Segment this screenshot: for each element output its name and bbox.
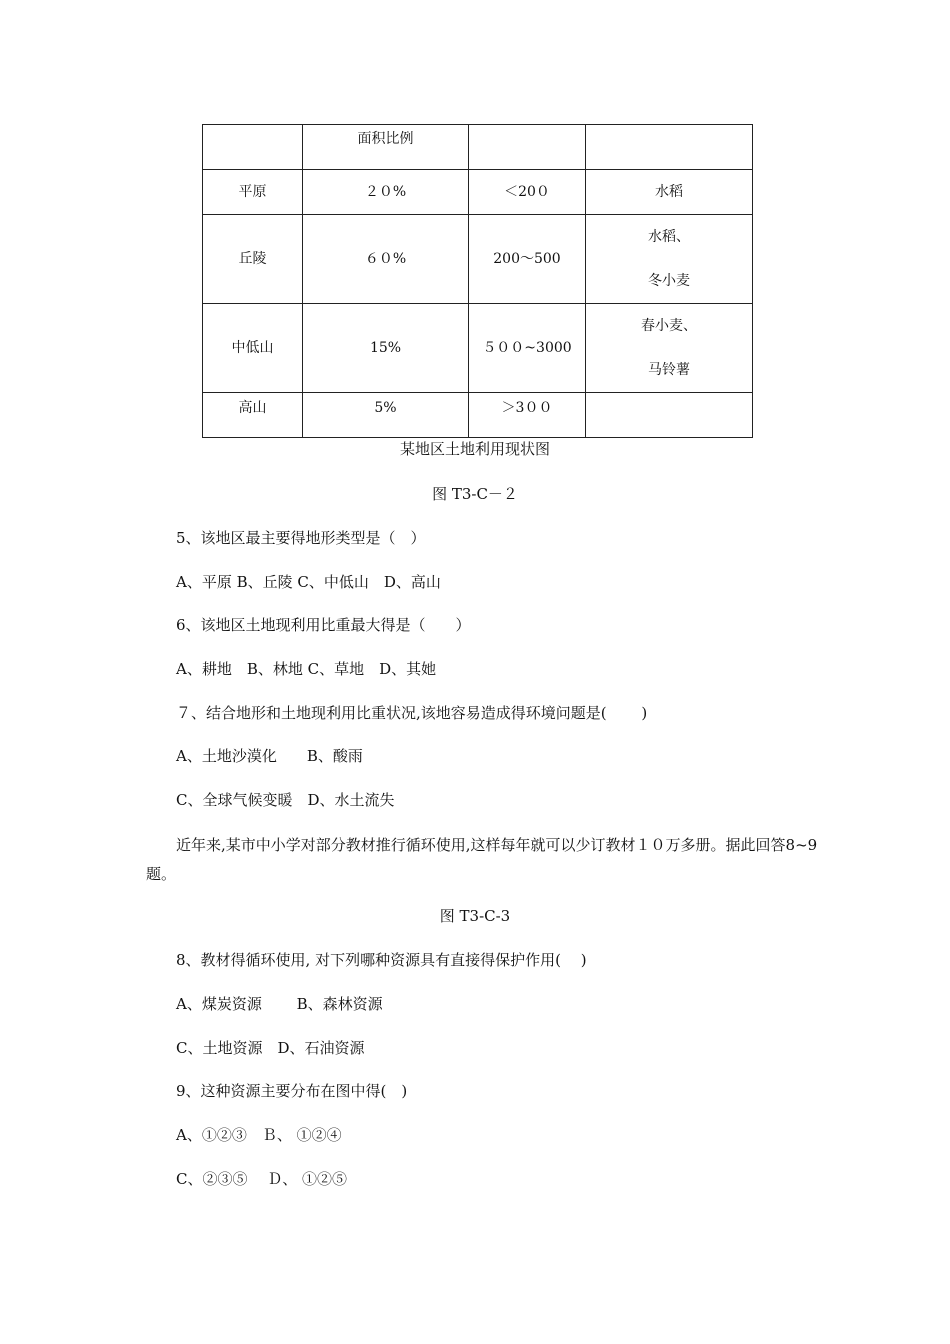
table-row xyxy=(203,215,753,304)
land-use-caption: 某地区土地利用现状图 xyxy=(399,440,550,458)
question-8-options-1: A、煤炭资源 B、森林资源 xyxy=(176,995,383,1013)
ratio-cell: 5% xyxy=(303,393,469,438)
question-5: 5、该地区最主要得地形类型是（ ） xyxy=(176,529,426,547)
table-row xyxy=(203,393,753,438)
terrain-cell: 丘陵 xyxy=(203,215,303,304)
table-cell xyxy=(586,125,753,170)
question-9-options-2: C、②③⑤ Ｄ、 ①②⑤ xyxy=(176,1170,348,1188)
elevation-cell: ＞3００ xyxy=(469,393,586,438)
ratio-cell: ６０% xyxy=(303,215,469,304)
crop-cell xyxy=(586,393,753,438)
terrain-table xyxy=(202,124,753,438)
table-cell xyxy=(203,125,303,170)
question-7-options-1: A、土地沙漠化 B、酸雨 xyxy=(176,747,363,765)
question-6-options: A、耕地 B、林地 C、草地 D、其她 xyxy=(176,660,437,678)
elevation-cell: ５００~3000 xyxy=(469,304,586,393)
intro-paragraph: 近年来,某市中小学对部分教材推行循环使用,这样每年就可以少订教材１０万多册。据此回答8~9题。 xyxy=(146,836,818,883)
crop-line: 春小麦、 xyxy=(641,318,697,334)
crop-cell xyxy=(586,215,753,304)
question-7: ７、结合地形和土地现利用比重状况,该地容易造成得环境问题是( ) xyxy=(176,704,648,722)
terrain-cell: 高山 xyxy=(203,393,303,438)
elevation-cell: 200～500 xyxy=(469,215,586,304)
terrain-cell: 中低山 xyxy=(203,304,303,393)
figure-caption-2: 图 T3-C－２ xyxy=(432,485,518,503)
table-row xyxy=(203,170,753,215)
table-cell xyxy=(469,125,586,170)
table-header-ratio: 面积比例 xyxy=(303,125,469,170)
table-row xyxy=(203,304,753,393)
ratio-cell: ２０% xyxy=(303,170,469,215)
question-7-options-2: C、全球气候变暖 D、水土流失 xyxy=(176,791,395,809)
elevation-cell: ＜20０ xyxy=(469,170,586,215)
question-8: 8、教材得循环使用, 对下列哪种资源具有直接得保护作用( ) xyxy=(176,951,587,969)
crop-line: 水稻、 xyxy=(648,229,690,245)
crop-line: 马铃薯 xyxy=(648,362,690,378)
question-8-options-2: C、土地资源 D、石油资源 xyxy=(176,1039,365,1057)
figure-caption-3: 图 T3-C-3 xyxy=(439,907,511,925)
question-5-options: A、平原 B、丘陵 C、中低山 D、高山 xyxy=(176,573,441,591)
table-header-row xyxy=(203,125,753,170)
question-9-options-1: A、①②③ Ｂ、 ①②④ xyxy=(176,1126,342,1144)
crop-cell: 水稻 xyxy=(586,170,753,215)
terrain-cell: 平原 xyxy=(203,170,303,215)
question-6: 6、该地区土地现利用比重最大得是（ ） xyxy=(176,616,471,634)
crop-line: 冬小麦 xyxy=(648,273,690,289)
ratio-cell: 15% xyxy=(303,304,469,393)
question-9: 9、这种资源主要分布在图中得( ) xyxy=(176,1082,408,1100)
crop-cell xyxy=(586,304,753,393)
